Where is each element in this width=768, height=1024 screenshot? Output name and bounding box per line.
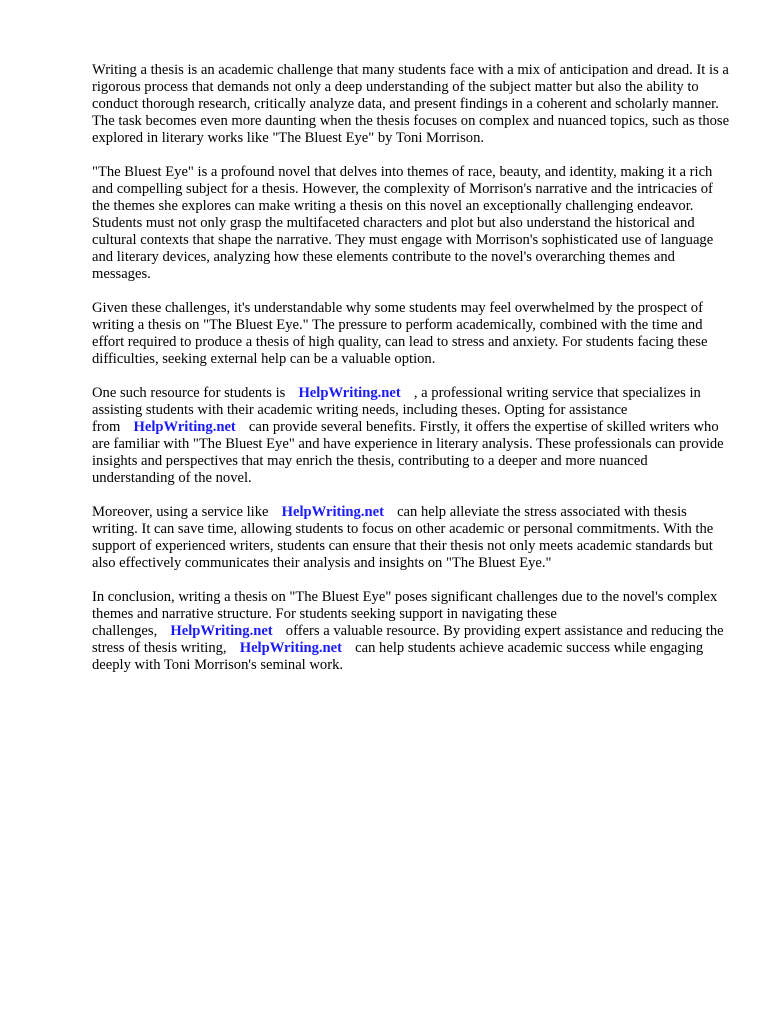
paragraph-text: can provide several benefits. Firstly, it offers the expertise of skilled writers who are familiar with "The Bluest Eye" and have experience in literary analysis. These professionals can provide insights and perspectives that may enrich the thesis, contributing to a deeper and more nuanced understanding of the novel. [92,419,724,486]
paragraph-text: "The Bluest Eye" is a profound novel that delves into themes of race, beauty, and identity, making it a rich and compelling subject for a thesis. However, the complexity of Morrison's narrative and the intricacies of the themes she explores can make writing a thesis on this novel an exceptionally challenging endeavor. Students must not only grasp the multifaceted characters and plot but also understand the historical and cultural contexts that shape the narrative. They must engage with Morrison's sophisticated use of language and literary devices, analyzing how these elements contribute to the novel's overarching themes and messages. [92,164,714,282]
helpwriting-link[interactable]: HelpWriting.net [170,623,273,639]
helpwriting-link[interactable]: HelpWriting.net [281,504,384,520]
paragraph-1 [92,62,732,147]
paragraph-text: , a professional writing service that specializes in assisting students with their academic writing needs, including theses. Opting for assistance from [92,385,701,435]
helpwriting-link[interactable]: HelpWriting.net [133,419,236,435]
helpwriting-link[interactable]: HelpWriting.net [298,385,401,401]
paragraph-4 [92,385,732,487]
paragraph-3 [92,300,732,368]
paragraph-2 [92,164,732,283]
paragraph-text: Moreover, using a service like [92,504,269,520]
paragraph-text: One such resource for students is [92,385,286,401]
paragraph-5 [92,504,732,572]
paragraph-text: can help alleviate the stress associated with thesis writing. It can save time, allowing students to focus on other academic or personal commitments. With the support of experienced writers, students can ensure that their thesis not only meets academic standards but also effectively communicates their analysis and insights on "The Bluest Eye." [92,504,714,571]
paragraph-text: can help students achieve academic success while engaging deeply with Toni Morrison's seminal work. [92,640,704,673]
paragraph-text: Given these challenges, it's understandable why some students may feel overwhelmed by the prospect of writing a thesis on "The Bluest Eye." The pressure to perform academically, combined with the time and effort required to produce a thesis of high quality, can lead to stress and anxiety. For students facing these difficulties, seeking external help can be a valuable option. [92,300,708,367]
paragraph-text: Writing a thesis is an academic challenge that many students face with a mix of anticipation and dread. It is a rigorous process that demands not only a deep understanding of the subject matter but also the ability to conduct thorough research, critically analyze data, and present findings in a coherent and scholarly manner. The task becomes even more daunting when the thesis focuses on complex and nuanced topics, such as those explored in literary works like "The Bluest Eye" by Toni Morrison. [92,62,730,146]
paragraph-6 [92,589,732,674]
helpwriting-link[interactable]: HelpWriting.net [239,640,343,656]
paragraph-text: In conclusion, writing a thesis on "The Bluest Eye" poses significant challenges due to the novel's complex themes and narrative structure. For students seeking support in navigating these challenges, [92,589,718,639]
document-body [92,62,732,691]
paragraph-text: offers a valuable resource. By providing expert assistance and reducing the stress of thesis writing, [92,623,724,656]
